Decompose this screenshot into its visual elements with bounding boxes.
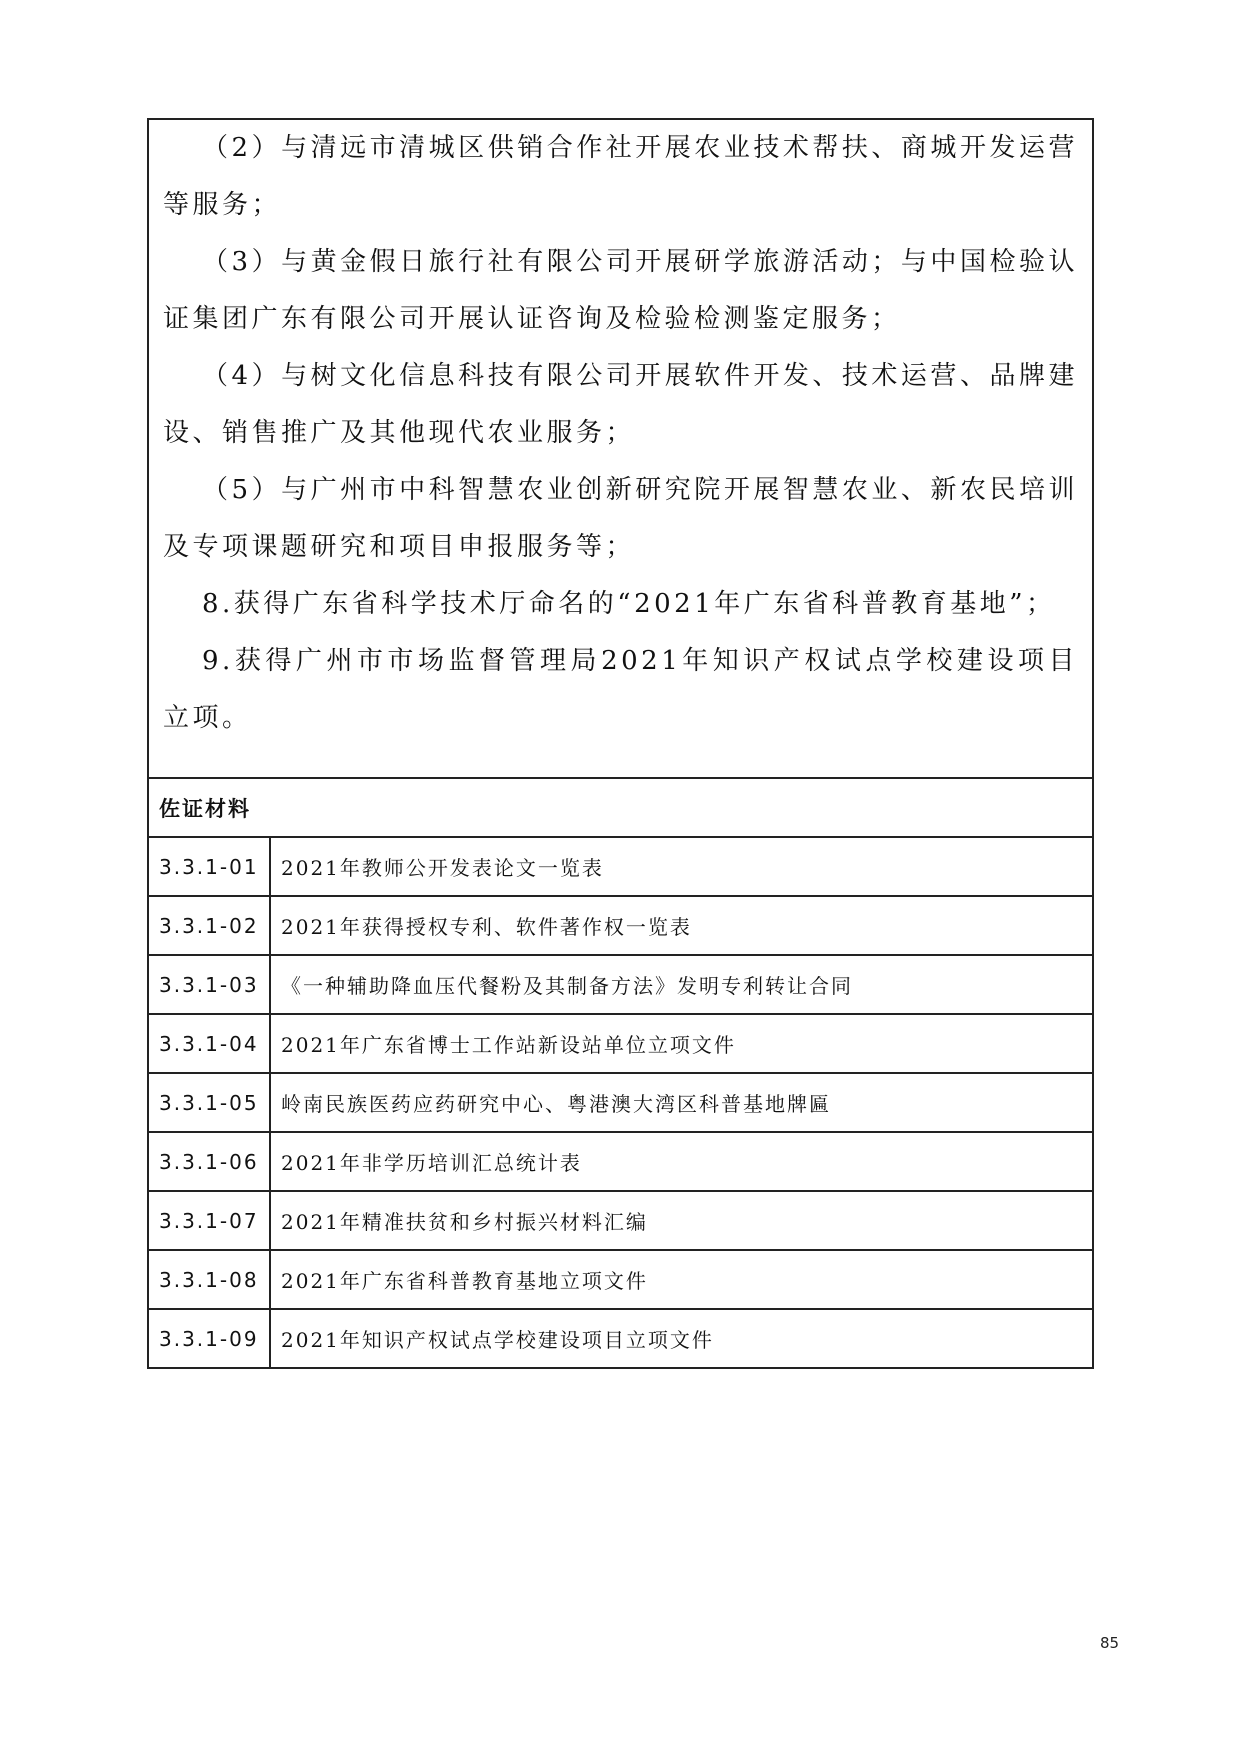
page-number: 85 bbox=[1100, 1634, 1120, 1652]
evidence-code: 3.3.1-03 bbox=[148, 955, 270, 1014]
evidence-heading-row bbox=[148, 778, 1093, 837]
table-row bbox=[148, 1309, 1093, 1368]
evidence-title: 2021年教师公开发表论文一览表 bbox=[270, 837, 1093, 896]
table-row bbox=[148, 1073, 1093, 1132]
table-row bbox=[148, 1250, 1093, 1309]
content-cell bbox=[148, 119, 1093, 778]
paragraph: （3）与黄金假日旅行社有限公司开展研学旅游活动；与中国检验认证集团广东有限公司开展认证咨询及检验检测鉴定服务； bbox=[163, 247, 1078, 334]
evidence-title: 2021年非学历培训汇总统计表 bbox=[270, 1132, 1093, 1191]
evidence-heading: 佐证材料 bbox=[148, 778, 1093, 837]
paragraph: （2）与清远市清城区供销合作社开展农业技术帮扶、商城开发运营等服务； bbox=[163, 133, 1078, 220]
evidence-title: 2021年知识产权试点学校建设项目立项文件 bbox=[270, 1309, 1093, 1368]
paragraph: 9.获得广州市市场监督管理局2021年知识产权试点学校建设项目立项。 bbox=[163, 646, 1078, 733]
evidence-code: 3.3.1-06 bbox=[148, 1132, 270, 1191]
evidence-title: 2021年广东省博士工作站新设站单位立项文件 bbox=[270, 1014, 1093, 1073]
table-row bbox=[148, 896, 1093, 955]
evidence-title: 《一种辅助降血压代餐粉及其制备方法》发明专利转让合同 bbox=[270, 955, 1093, 1014]
evidence-code: 3.3.1-04 bbox=[148, 1014, 270, 1073]
evidence-title: 岭南民族医药应药研究中心、粤港澳大湾区科普基地牌匾 bbox=[270, 1073, 1093, 1132]
paragraph: （4）与树文化信息科技有限公司开展软件开发、技术运营、品牌建设、销售推广及其他现代农业服务； bbox=[163, 361, 1078, 448]
evidence-code: 3.3.1-08 bbox=[148, 1250, 270, 1309]
table-row bbox=[148, 1132, 1093, 1191]
evidence-title: 2021年获得授权专利、软件著作权一览表 bbox=[270, 896, 1093, 955]
evidence-title: 2021年广东省科普教育基地立项文件 bbox=[270, 1250, 1093, 1309]
evidence-code: 3.3.1-09 bbox=[148, 1309, 270, 1368]
paragraph: （5）与广州市中科智慧农业创新研究院开展智慧农业、新农民培训及专项课题研究和项目申报服务等； bbox=[163, 475, 1078, 562]
document-table bbox=[147, 118, 1094, 1369]
evidence-code: 3.3.1-05 bbox=[148, 1073, 270, 1132]
evidence-code: 3.3.1-01 bbox=[148, 837, 270, 896]
content-row bbox=[148, 119, 1093, 778]
table-row bbox=[148, 1014, 1093, 1073]
table-row bbox=[148, 837, 1093, 896]
paragraph: 8.获得广东省科学技术厅命名的“2021年广东省科普教育基地”； bbox=[202, 589, 1056, 619]
evidence-code: 3.3.1-02 bbox=[148, 896, 270, 955]
table-row bbox=[148, 955, 1093, 1014]
table-row bbox=[148, 1191, 1093, 1250]
evidence-code: 3.3.1-07 bbox=[148, 1191, 270, 1250]
evidence-title: 2021年精准扶贫和乡村振兴材料汇编 bbox=[270, 1191, 1093, 1250]
